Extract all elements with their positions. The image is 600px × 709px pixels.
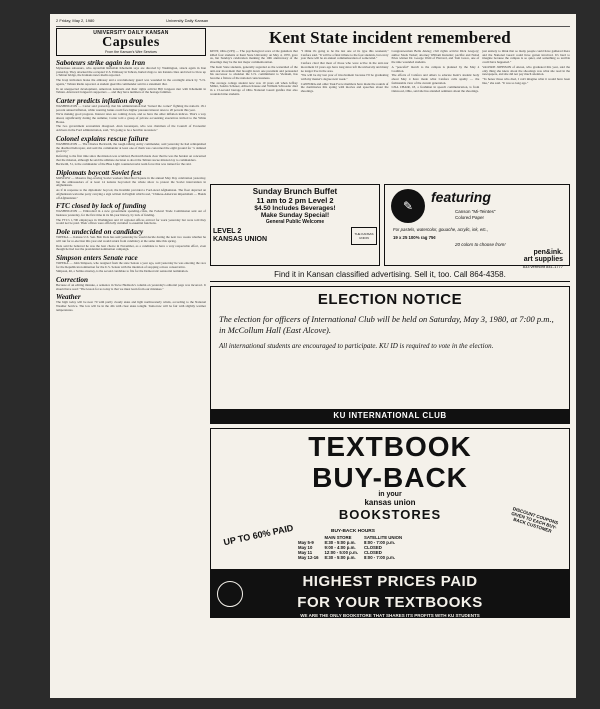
lead-column bbox=[482, 50, 570, 180]
capsule-story-title: Carter predicts inflation drop bbox=[56, 96, 143, 105]
store-address: 833 vermont 841-1777 bbox=[522, 264, 563, 269]
capsule-paragraph: We're making good progress. Interest rates are coming down, and so have the other inflation indices. That's a way ahead, significantly during the summer, Carter told a group of private accounting executives invited to the White House. bbox=[56, 112, 206, 124]
capsule-story bbox=[56, 59, 206, 95]
ads-row bbox=[210, 184, 570, 269]
lead-column bbox=[210, 50, 298, 180]
brunch-union: KANSAS UNION bbox=[213, 236, 268, 243]
capsule-story bbox=[56, 97, 206, 133]
lead-paragraph: The efforts of Canfora and others to educate Kent's student body about May 4 have made what Canfora calls apathy — the fashionable view of the current generation. bbox=[391, 73, 480, 85]
lead-paragraph: just anxiety to think that so many people could have gathered there and the National Guard could have gotten involved. It's hard to imagine because the campus is so quiet, and something so terrible could have happened." bbox=[482, 50, 570, 65]
hours-cell: 8:00 - 7:00 p.m. bbox=[363, 555, 396, 560]
hours-col-satellite: SATELLITE UNION bbox=[363, 535, 403, 540]
lead-column bbox=[392, 50, 480, 180]
hours-cell: May 12-16 bbox=[298, 555, 319, 560]
capsule-stories bbox=[56, 59, 206, 313]
lead-paragraph: Congresswoman Bella Abzug; civil rights activist Dick Gregory; author Studs Terkel; attorney William Kunstler; pacifist and Nobel Prize winner Dr. George Wald of Harvard, and Tom Grace, one of the nine wounded students. bbox=[391, 50, 480, 65]
newspaper-page bbox=[50, 14, 576, 698]
capsule-paragraph: Beckwith, 51, is the commander of the Blue Light counterterrorist team force that was trained for the raid. bbox=[56, 162, 192, 167]
brunch-ad bbox=[210, 184, 380, 266]
capsule-paragraph: As if in response to the diplomatic boycott, the Kremlin provided a Ford-sized Afghanistan. The float depicted an Afghanistan welcome party carrying a sign written in English which read, "Chinese-American imperialism — Hands off Afghanistan." bbox=[56, 188, 206, 200]
brunch-tagline: Make Sunday Special! bbox=[260, 212, 330, 219]
store-sub: art supplies bbox=[523, 256, 563, 263]
product-line-2: Colored Paper bbox=[455, 214, 485, 220]
capsule-paragraph: Because of an editing mistake, a sentence in Steve Haddock's column on yesterday's editorial page was incorrect. It should have read: "The lesson for us today is that we must learn from our mistakes." bbox=[56, 283, 206, 291]
hours-col-main: MAIN STORE bbox=[324, 535, 352, 540]
capsule-paragraph: Referring to the first time since the mission was scrubbed, Beckwith made clear that he was the hardest on concerned that the mission, although he said the ultimate decision to abort the Tehran rescue mission lay to commanders. bbox=[56, 153, 206, 162]
lead-column bbox=[301, 50, 389, 180]
product-sizes: 19 x 25 100% rag 75¢ bbox=[393, 235, 436, 240]
brunch-level: LEVEL 2 bbox=[213, 228, 242, 235]
footer-line-2: FOR YOUR TEXTBOOKS bbox=[297, 594, 483, 611]
election-details: The election for officers of International Club will be held on Saturday, May 3, 1980, at 7:00 p.m., in McCollum Hall (East Alcove). bbox=[219, 314, 554, 335]
capsule-paragraph: WASHINGTON — The Charles Beckwith, the tough-talking Army commander, said yesterday he had relinquished the disabled helicopter, and said the commander at least one of them was concerned the eight ground for "a damned good try." bbox=[56, 141, 206, 154]
buyback-line-1: TEXTBOOK bbox=[308, 431, 472, 462]
election-notice bbox=[210, 286, 570, 424]
hours-cell: May 10 bbox=[298, 545, 313, 550]
brunch-title: Sunday Brunch Buffet bbox=[252, 187, 338, 196]
capsule-story-title: Colonel explains rescue failure bbox=[56, 134, 149, 143]
hours-cell: 12:00 - 5:00 p.m. bbox=[324, 550, 358, 555]
capsule-paragraph: Mysterious saboteurs, who Ayatollah Ruhollah Khomeini says are directed by Washington, struck again in Iran yesterday. They attacked the occupied U.S. Embassy in Tehran, hurled rings to ten Iranian cities and tried to blow up a Tehran bridge, the Iranians news media reported. bbox=[56, 66, 206, 78]
election-title: ELECTION NOTICE bbox=[317, 291, 463, 308]
buyback-hours-heading: BUY-BACK HOURS bbox=[331, 529, 375, 534]
capsule-story bbox=[56, 228, 206, 252]
classified-banner: Find it in Kansan classified advertising. Sell it, too. Call 864-4358. bbox=[210, 270, 570, 282]
store-name: pen&ink. bbox=[533, 249, 563, 256]
store-block bbox=[523, 249, 563, 270]
capsules-title: Capsules bbox=[102, 35, 160, 50]
hours-cell: 8:00 - 7:00 p.m. bbox=[363, 540, 396, 545]
capsule-story-title: Weather bbox=[56, 293, 81, 302]
capsule-story bbox=[56, 202, 206, 226]
club-name: KU INTERNATIONAL CLUB bbox=[211, 409, 569, 423]
brunch-general: General Public Welcome bbox=[265, 219, 325, 225]
capsule-story bbox=[56, 169, 206, 200]
capsule-story-title: Simpson enters Senate race bbox=[56, 253, 138, 262]
election-eligibility: All international students are encouraged to participate. KU ID is required to vote in the election. bbox=[219, 342, 494, 350]
capsule-story bbox=[56, 135, 206, 167]
capsule-paragraph: The Iraqi invitation broke the embassy and a revolutionary guard was wounded in the overnight attack by "U.S. agents," Tehran Radio reported. A student guerrilla commander said in a statement that. bbox=[56, 78, 206, 86]
capsule-story-title: Saboteurs strike again in Iran bbox=[56, 59, 146, 67]
lead-paragraph: "We will be my last year of involvement because I'll be graduating with my master's degree next week." bbox=[300, 73, 389, 81]
hours-cell: May 11 bbox=[298, 550, 313, 555]
lead-paragraph: KENT, Ohio (UPI) — The psychological scars of the gunshots that killed four students at Kent State University on May 4, 1970, gave us, but Sunday's celebration marking the 10th anniversary of the shootings may be the last major commemoration. bbox=[210, 50, 298, 65]
buyback-in-your: in your bbox=[378, 491, 402, 498]
textbook-buyback-ad bbox=[210, 428, 570, 618]
lead-paragraph: VALERIE JOHNSON of Akron, who graduated this year, said the only thing she knew about the shootings was what she read in the newspapers, and she did not pay much attention. bbox=[482, 64, 570, 77]
hours-cell: 8:30 - 5:00 p.m. bbox=[324, 540, 356, 545]
capsule-paragraph: The two government economists disagreed. Alan Greenspan, who was chairman of the Council of Economic Advisers in the Ford administration, said, "It's going to be a horrible recession." bbox=[56, 124, 206, 133]
capsule-story bbox=[56, 254, 206, 274]
capsule-story-title: Dole undecided on candidacy bbox=[56, 228, 144, 237]
product-colors: 20 colors to choose from! bbox=[455, 242, 506, 247]
product-line-1: Canson "Mi-Teintes" bbox=[455, 209, 496, 214]
buyback-bookstores: BOOKSTORES bbox=[338, 507, 442, 522]
buyback-line-2: BUY-BACK bbox=[312, 462, 468, 493]
lead-headline: Kent State incident remembered bbox=[269, 28, 511, 47]
main-area bbox=[210, 28, 570, 692]
lead-paragraph: A "peaceful" march to the campus is planned by the May 4 Coalition. bbox=[391, 64, 480, 73]
footer-only-note: WE ARE THE ONLY BOOKSTORE THAT SHARES ITS PROFITS WITH KU STUDENTS bbox=[300, 613, 480, 618]
lead-paragraph: Canfora cited that most of those who were active in the anti-war movement 10 years ago have long since left the university and many no longer live in the area. bbox=[300, 61, 389, 73]
lead-paragraph: "I think it's going to be the last one of its type this weekend," Canfora said. "It will be a final tribute to the four students, but every year there will be an annual commemoration of some kind." bbox=[300, 50, 389, 61]
capsule-paragraph: MOSCOW — Massive flag-waving Soviet workers filled Red Square in the annual May Day celebration yesterday, but the ambassadors of at least 14 nations boycotted the whole show to protest the Soviet intervention in Afghanistan. bbox=[56, 176, 206, 188]
buyback-hours-table bbox=[295, 535, 405, 560]
capsules-kicker: UNIVERSITY DAILY KANSAN bbox=[93, 30, 169, 36]
lead-paragraph: The Kent State students, generally regarded as the watershed of the anti-war movement that brought down one president and persuaded his successor to abandon the U.S. commitment to Vietnam, has become a fixture of the national consciousness. bbox=[210, 64, 298, 80]
art-supplies-ad bbox=[384, 184, 570, 269]
lead-story-body bbox=[210, 50, 570, 180]
lead-paragraph: LISA CHAIR, 18, a freshman in speech communication, is from Oakwood, Ohio, said she has attended seminars about the shootings. bbox=[391, 85, 480, 94]
capsule-paragraph: In an unexpected development, American nationals and their rights activist Bill Jongeon met with Khomeini in Tehran. Afterward Jongeon's supporters — and they have numbers of the hostage families. bbox=[56, 86, 206, 95]
header-paper-name: University Daily Kansan bbox=[166, 18, 209, 23]
capsules-column bbox=[56, 28, 206, 692]
capsule-paragraph: Dole said he believed he was the best choice in November, as a candidate to have a very respectable effort, even though he had lost the presidential nomination campaign. bbox=[56, 243, 206, 252]
capsule-paragraph: Simpson, 46, a Salina attorney, is the second candidate to file for the Democratic senatorial nomination. bbox=[56, 269, 189, 274]
buyback-footer bbox=[211, 569, 569, 617]
hours-cell: 9:00 - 4:00 p.m. bbox=[324, 545, 356, 550]
header-date: 2 Friday, May 2, 1980 bbox=[56, 18, 95, 23]
pen-ink-logo-icon: ✎ bbox=[391, 189, 425, 223]
university-seal-icon bbox=[217, 581, 243, 607]
capsules-subtitle: From the Kansan's Wire Services bbox=[105, 50, 157, 54]
capsule-paragraph: TOPEKA — John Simpson, who resigned from the state Senate a year ago, said yesterday he was entering the race for the Republican nomination for the U.S. Senate with the intention of stopping a more conservative. bbox=[56, 260, 206, 269]
lead-paragraph: CANFORA and other Task Force members have made the rounds of the dormitories this spring with movies and speeches about the shootings. bbox=[300, 81, 389, 94]
capsule-story bbox=[56, 293, 206, 312]
hours-cell: CLOSED bbox=[363, 550, 382, 555]
capsule-story-title: Diplomats boycott Soviet fest bbox=[56, 169, 142, 178]
product-uses: For pastels, watercolor, gouache, acrylic, ink, etc., bbox=[393, 227, 489, 232]
featuring-title: featuring bbox=[431, 189, 491, 205]
capsule-story-title: Correction bbox=[56, 276, 88, 285]
page-header bbox=[56, 18, 570, 27]
buyback-up-to: UP TO 60% PAID bbox=[222, 522, 295, 548]
brunch-time: 11 am to 2 pm Level 2 bbox=[256, 196, 334, 205]
capsule-paragraph: TOPEKA — Kansas U.S. Sen. Bob Dole has said yesterday he would decide during the next two weeks whether he will run for re-election this year and would return from candidacy at the same time this spring. bbox=[56, 235, 206, 243]
kansas-union-logo: THE KANSAS UNION bbox=[351, 227, 377, 245]
hours-cell: 8:30 - 5:00 p.m. bbox=[324, 555, 356, 560]
product-name bbox=[455, 209, 495, 220]
capsule-story bbox=[56, 276, 206, 291]
lead-paragraph: "To honor those who died, I can't imagine what it would have been like," she said. "It was so long ago." bbox=[482, 76, 570, 85]
capsules-masthead bbox=[56, 28, 206, 56]
buyback-kansas-union: kansas union bbox=[364, 498, 416, 507]
capsule-paragraph: WASHINGTON — Embroiled in a new government spending-crisis, the Federal Trade Commission sent out of business yesterday, for the first time in its 66-year history, by lack of funding. bbox=[56, 209, 206, 217]
footer-line-1: HIGHEST PRICES PAID bbox=[302, 573, 478, 590]
brunch-price: $4.50 Includes Beverages! bbox=[254, 205, 336, 212]
hours-cell: CLOSED bbox=[363, 545, 382, 550]
hours-cell: May 5-9 bbox=[298, 540, 314, 545]
lead-paragraph: The average college student now was 10 years old when Jeffrey Miller, Sandra Scheuer, Allison Krause and William Schroeder died in a 13-second barrage of Ohio National Guard gunfire that also wounded nine students. bbox=[210, 80, 298, 96]
capsule-paragraph: The high today will be near 70 with partly cloudy skies and light northwesterly winds, according to the National Weather Service. The low will be in the 40s with clear skies tonight. Tomorrow will be fair with slightly warmer temperatures. bbox=[56, 300, 206, 312]
capsule-paragraph: The FTC's 1,700 employees in Washington and 10 regional offices arrived for work yesterday but were told they would not be paid. Their offices were officially curtailed to essential functions. bbox=[56, 217, 206, 226]
capsule-paragraph: WASHINGTON — Carter said yesterday that his administration had "turned the corner" fighting the nation's 18.1 percent annual inflation, while warning banks could face higher pressure interest rates to 20 percent this year. bbox=[56, 103, 206, 112]
hours-row bbox=[295, 555, 405, 560]
capsule-story-title: FTC closed by lack of funding bbox=[56, 202, 147, 211]
discount-coupons-note: DISCOUNT COUPONS GIVEN TO EACH BUY-BACK CUSTOMER bbox=[510, 506, 559, 534]
